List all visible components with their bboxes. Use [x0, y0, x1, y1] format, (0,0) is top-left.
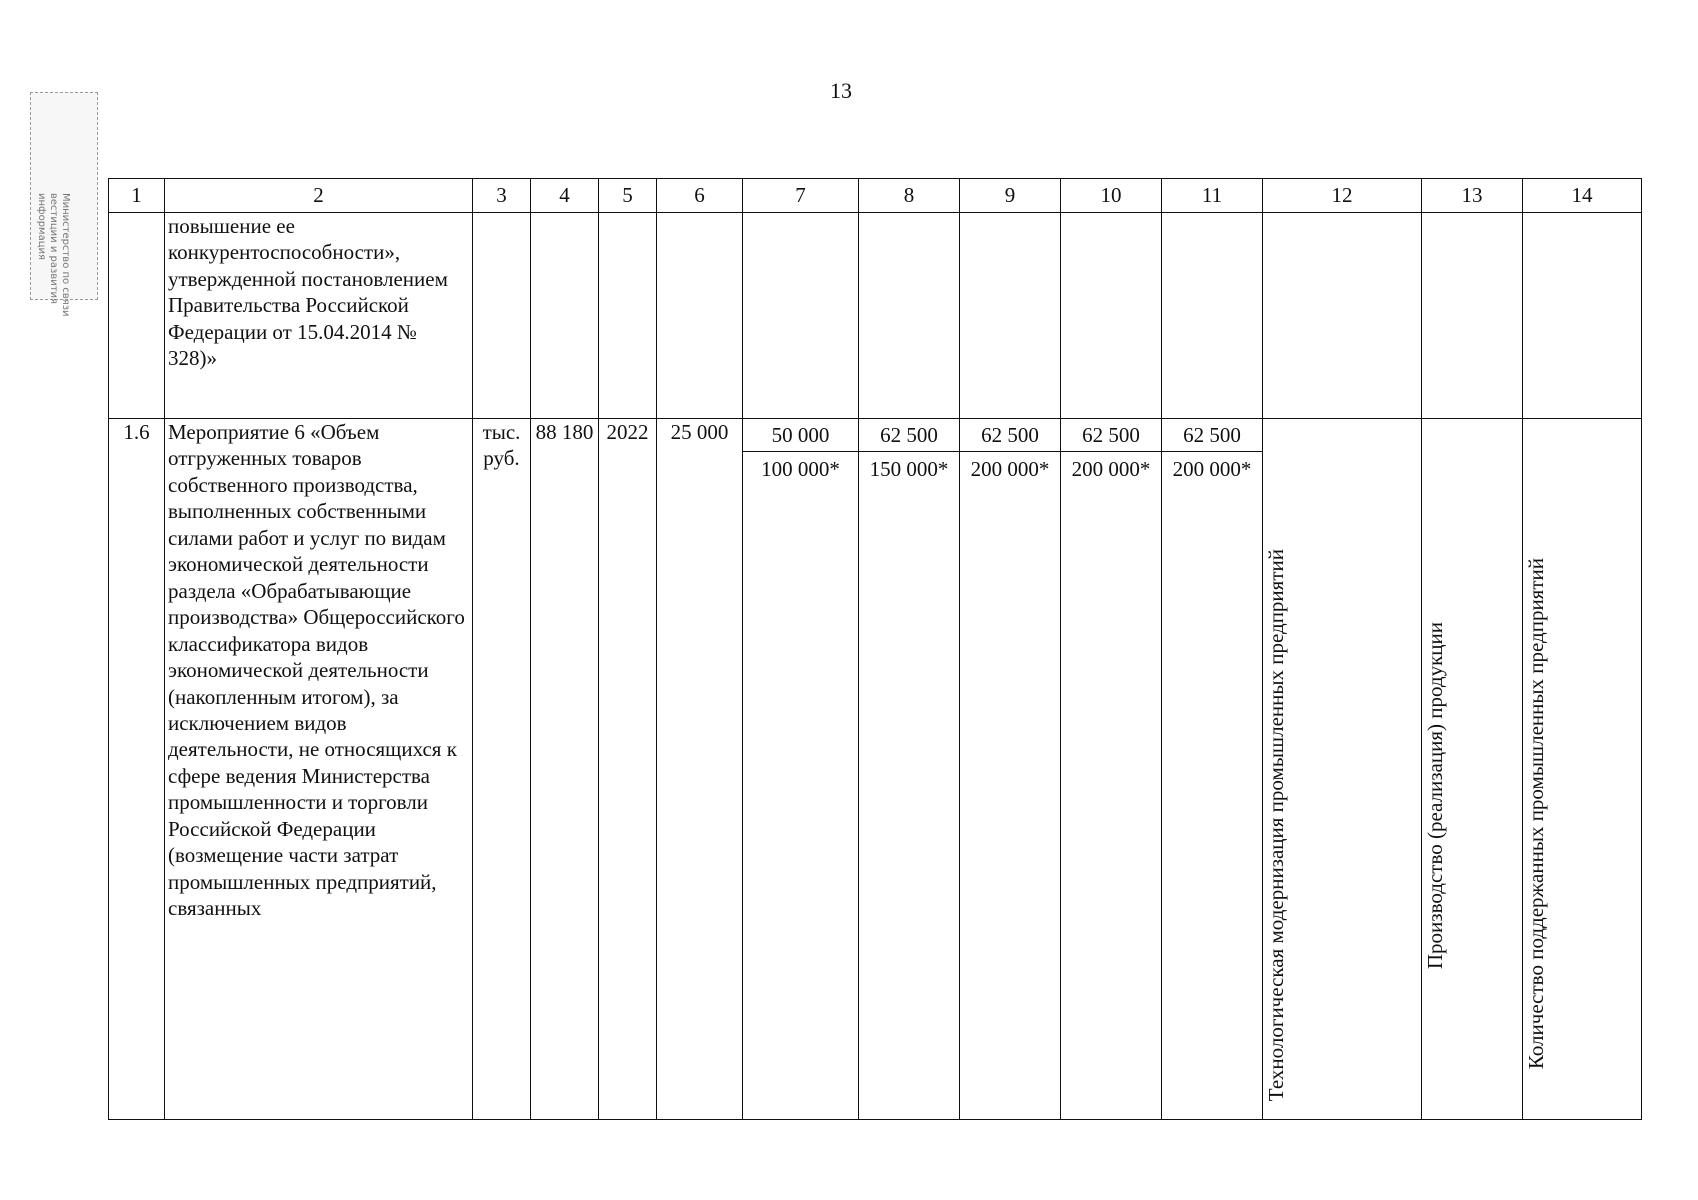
empty-cell — [1162, 213, 1263, 419]
header-cell: 8 — [859, 179, 960, 213]
direction-text: Технологическая модернизация промышленных предприятий — [1264, 548, 1288, 1101]
base-value: 88 180 — [535, 420, 594, 444]
empty-cell — [473, 213, 531, 419]
measure-name: Мероприятие 6 «Объем отгруженных товаров собственного производства, выполненных собственными силами работ и услуг по видам экономической деятельности раздела «Обрабатывающие производства» Общероссийского классификатора видов экономической деятельности (накопленным итогом), за исключением видов деятельности, не относящихся к сфере ведения Министерства промышленности и торговли Российской Федерации (возмещение части затрат промышленных предприятий, связанных — [168, 420, 465, 921]
stamp-line: информация — [36, 193, 47, 261]
year-cell-8 — [859, 419, 960, 1120]
empty-cell — [1061, 213, 1162, 419]
year-cell-7 — [743, 419, 859, 1120]
empty-cell — [657, 213, 743, 419]
program-continuation-cell — [165, 213, 473, 419]
header-cell: 12 — [1263, 179, 1422, 213]
header-row — [109, 179, 1642, 213]
empty-cell — [859, 213, 960, 419]
indicators-table — [108, 178, 1642, 1120]
header-cell: 13 — [1422, 179, 1523, 213]
table-row — [109, 419, 1642, 1120]
indicator-cell — [1523, 419, 1642, 1120]
empty-cell — [599, 213, 657, 419]
base-year: 2022 — [599, 419, 657, 1120]
header-cell: 4 — [531, 179, 599, 213]
cumulative-value: 150 000* — [869, 457, 949, 481]
header-cell: 1 — [109, 179, 165, 213]
empty-cell — [1422, 213, 1523, 419]
plan-value: 62 500 — [1061, 419, 1161, 452]
result-text: Производство (реализация) продукции — [1423, 621, 1447, 969]
cumulative-value: 200 000* — [1071, 457, 1151, 481]
base-value-cell — [531, 419, 599, 1120]
indicator-text: Количество поддержанных промышленных предприятий — [1524, 557, 1548, 1069]
table-row — [109, 213, 1642, 419]
registration-stamp — [30, 92, 98, 317]
header-cell: 5 — [599, 179, 657, 213]
value-col6: 25 000 — [657, 419, 743, 1120]
year-cell-11 — [1162, 419, 1263, 1120]
cumulative-value: 200 000* — [970, 457, 1050, 481]
empty-cell — [1263, 213, 1422, 419]
header-cell: 7 — [743, 179, 859, 213]
page-number: 13 — [830, 78, 852, 103]
empty-cell — [960, 213, 1061, 419]
measure-name-cell — [165, 419, 473, 1120]
header-cell: 11 — [1162, 179, 1263, 213]
empty-cell — [1523, 213, 1642, 419]
plan-value: 62 500 — [859, 419, 959, 452]
unit-cell — [473, 419, 531, 1120]
stamp-line: вестиции и развития — [48, 193, 59, 305]
header-cell: 9 — [960, 179, 1061, 213]
header-cell: 2 — [165, 179, 473, 213]
year-cell-10 — [1061, 419, 1162, 1120]
plan-value: 62 500 — [1162, 419, 1262, 452]
cumulative-value: 200 000* — [1172, 457, 1252, 481]
empty-cell — [109, 213, 165, 419]
header-cell: 3 — [473, 179, 531, 213]
stamp-line: Министерство по связи — [60, 193, 71, 317]
plan-value: 50 000 — [743, 419, 858, 452]
unit: тыс. руб. — [482, 420, 521, 471]
header-cell: 6 — [657, 179, 743, 213]
empty-cell — [743, 213, 859, 419]
result-cell — [1422, 419, 1523, 1120]
header-cell: 14 — [1523, 179, 1642, 213]
header-cell: 10 — [1061, 179, 1162, 213]
empty-cell — [531, 213, 599, 419]
plan-value: 62 500 — [960, 419, 1060, 452]
direction-cell — [1263, 419, 1422, 1120]
year-cell-9 — [960, 419, 1061, 1120]
program-continuation-text: повышение ее конкурентоспособности», утвержденной постановлением Правительства Российской Федерации от 15.04.2014 № 328)» — [168, 214, 448, 371]
row-number: 1.6 — [109, 419, 165, 1120]
cumulative-value: 100 000* — [761, 457, 840, 481]
